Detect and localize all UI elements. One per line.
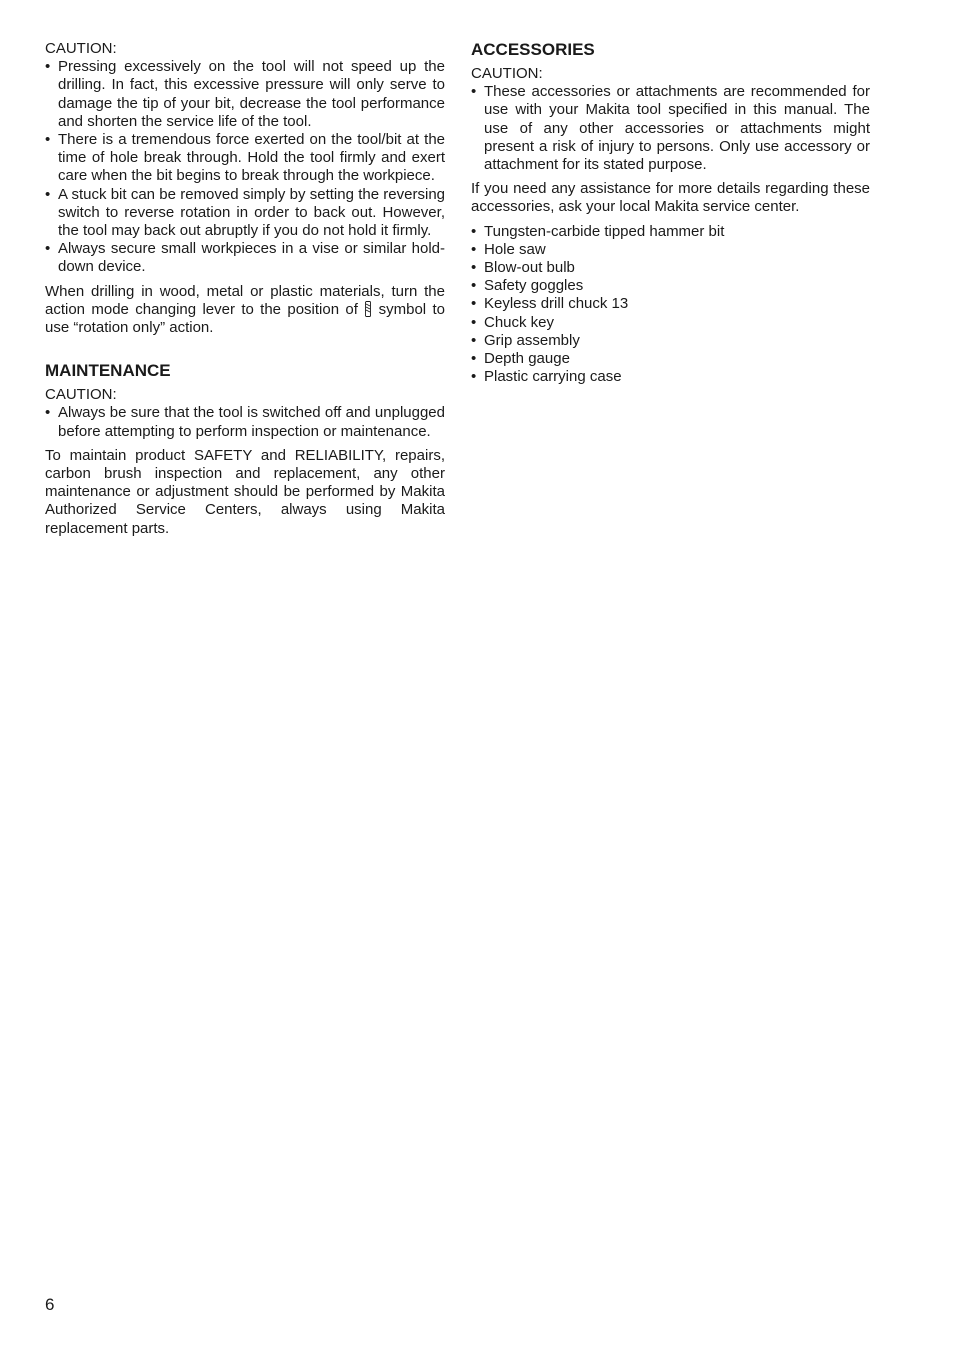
list-item: • Tungsten-carbide tipped hammer bit xyxy=(471,223,870,241)
maintenance-caution-list xyxy=(45,404,445,440)
list-item: • Chuck key xyxy=(471,314,870,332)
list-item: • Pressing excessively on the tool will not speed up the drilling. In fact, this excessive pressure will only serve to damage the tip of your bit, decrease the tool performance and shorten the service life of the tool. xyxy=(45,58,445,131)
list-item: • Plastic carrying case xyxy=(471,368,870,386)
list-item: • These accessories or attachments are recommended for use with your Makita tool specified in this manual. The use of any other accessories or attachments might present a risk of injury to persons. Only use accessory or attachment for its stated purpose. xyxy=(471,83,870,174)
left-column xyxy=(45,40,445,538)
maintenance-heading: MAINTENANCE xyxy=(45,361,171,381)
drilling-paragraph xyxy=(45,283,445,338)
drilling-text-before: When drilling in wood, metal or plastic materials, turn the action mode changing lever to the position of xyxy=(45,282,445,318)
caution-label: CAUTION: xyxy=(45,386,117,404)
page-number: 6 xyxy=(45,1295,55,1314)
maintenance-paragraph: To maintain product SAFETY and RELIABILITY, repairs, carbon brush inspection and replacement, any other maintenance or adjustment should be performed by Makita Authorized Service Centers, always using Makita replacement parts. xyxy=(45,446,445,537)
list-item: • Depth gauge xyxy=(471,350,870,368)
list-item: • Hole saw xyxy=(471,241,870,259)
list-item: • There is a tremendous force exerted on the tool/bit at the time of hole break through. Hold the tool firmly and exert care when the bit begins to break through the workpiece. xyxy=(45,131,445,186)
accessories-list xyxy=(471,223,870,387)
list-item: • Safety goggles xyxy=(471,277,870,295)
right-column xyxy=(471,40,870,386)
accessories-paragraph: If you need any assistance for more details regarding these accessories, ask your local Makita service center. xyxy=(471,180,870,216)
caution-label: CAUTION: xyxy=(45,40,117,57)
list-item: • Always secure small workpieces in a vise or similar hold-down device. xyxy=(45,240,445,276)
accessories-caution-list xyxy=(471,83,870,174)
caution-list xyxy=(45,58,445,276)
caution-label: CAUTION: xyxy=(471,65,543,82)
drilling-text-after: symbol to use “rotation only” action. xyxy=(45,300,445,337)
list-item: • A stuck bit can be removed simply by setting the reversing switch to reverse rotation in order to back out. However, the tool may back out abruptly if you do not hold it firmly. xyxy=(45,186,445,241)
drill-bit-rotation-icon xyxy=(364,301,372,317)
accessories-heading: ACCESSORIES xyxy=(471,40,595,59)
list-item: • Keyless drill chuck 13 xyxy=(471,295,870,313)
list-item: • Grip assembly xyxy=(471,332,870,350)
list-item: • Always be sure that the tool is switched off and unplugged before attempting to perform inspection or maintenance. xyxy=(45,404,445,440)
list-item: • Blow-out bulb xyxy=(471,259,870,277)
